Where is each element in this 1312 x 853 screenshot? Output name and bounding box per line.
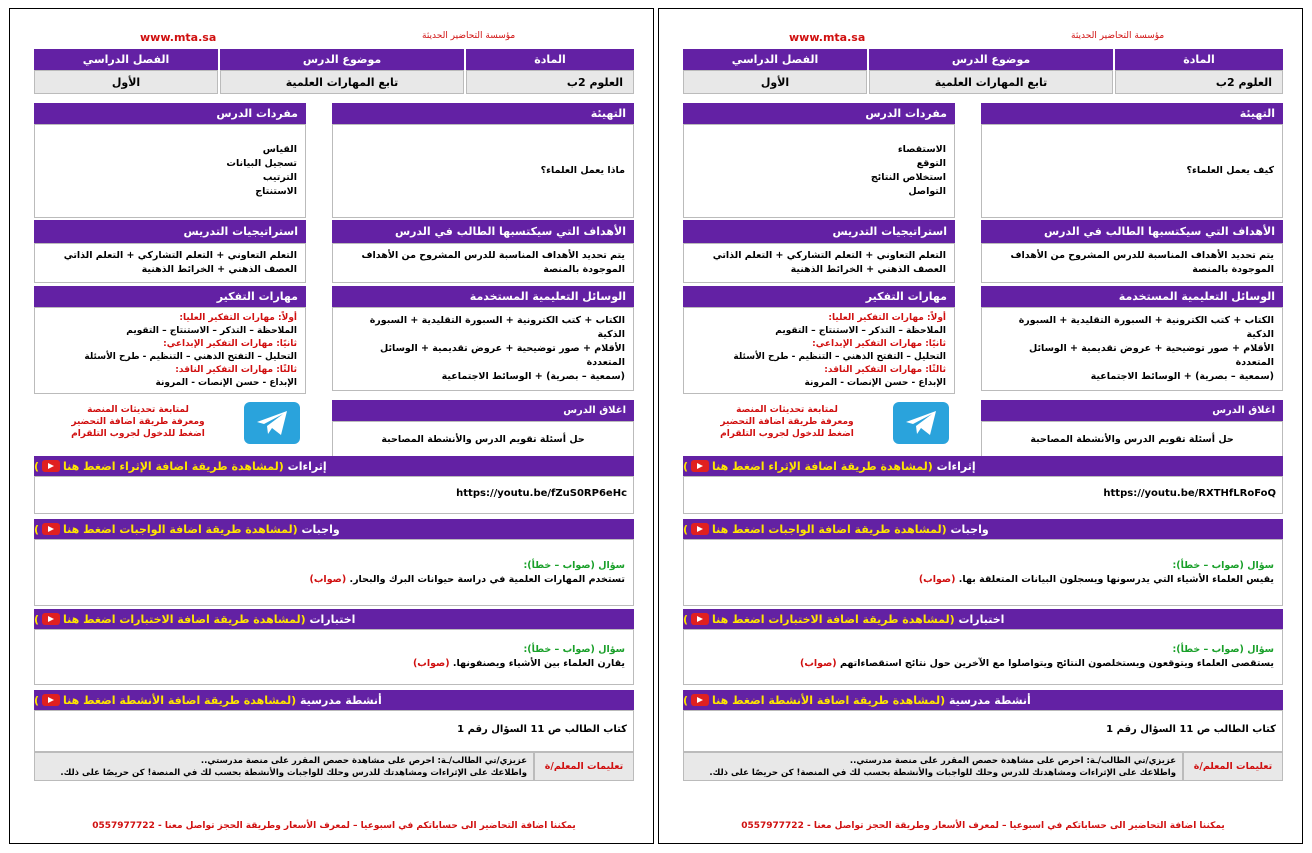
thinking-heading: ثانيًا: مهارات التفكير الإبداعي: bbox=[812, 338, 946, 349]
enrichment-title: إثراءات bbox=[287, 459, 327, 473]
teacher-notes-label-cell bbox=[1183, 752, 1283, 781]
goals-body bbox=[981, 243, 1283, 283]
thinking-header: مهارات التفكير bbox=[34, 286, 306, 307]
homework-link[interactable]: (لمشاهدة طريقة اضافة الواجبات اضغط هنا bbox=[712, 522, 947, 536]
teacher-notes-label: تعليمات المعلم/ة bbox=[1193, 761, 1273, 772]
closing-header: اغلاق الدرس bbox=[981, 400, 1283, 421]
tools-line: (سمعية – بصرية) + الوسائط الاجتماعية bbox=[441, 371, 625, 382]
youtube-icon[interactable] bbox=[42, 523, 60, 535]
strategies-header: استراتيجيات التدريس bbox=[34, 220, 306, 243]
semester-value: الأول bbox=[34, 70, 218, 94]
teacher-notes-label: تعليمات المعلم/ة bbox=[544, 761, 624, 772]
closing-body bbox=[332, 421, 634, 459]
subject-header: المادة bbox=[466, 49, 634, 70]
teacher-notes-line: عزيزي/تي الطالب/ـة: احرص على مشاهدة حصص المقرر على منصة مدرستي.. bbox=[200, 755, 527, 766]
vocab-body bbox=[683, 124, 955, 218]
tools-line: الأقلام + صور توضيحية + عروض تقديمية + الوسائل المتعددة bbox=[1028, 343, 1274, 368]
vocab-item: استخلاص النتائج bbox=[870, 172, 946, 183]
goals-text: يتم تحديد الأهداف المناسبة للدرس المشروح من الأهداف الموجودة بالمنصة bbox=[1010, 250, 1274, 275]
topic-header: موضوع الدرس bbox=[220, 49, 464, 70]
youtube-icon[interactable] bbox=[42, 613, 60, 625]
thinking-body bbox=[683, 307, 955, 394]
footer-contact[interactable]: يمكننا اضافة التحاضير الى حساباتكم في اسبوعيا – لمعرف الأسعار وطريقة الحجز تواصل معنا - 0557977722 bbox=[92, 821, 576, 831]
promo-line: لمتابعة تحديثات المنصة bbox=[736, 405, 838, 415]
closing-header: اغلاق الدرس bbox=[332, 400, 634, 421]
semester-value: الأول bbox=[683, 70, 867, 94]
thinking-text: التحليل – التفتح الذهني – التنظيم - طرح الأسئلة bbox=[733, 351, 946, 362]
thinking-heading: ثالثًا: مهارات التفكير الناقد: bbox=[824, 364, 946, 375]
goals-header: الأهداف التي سيكتسبها الطالب في الدرس bbox=[981, 220, 1283, 243]
promo-line: اضغط للدخول لجروب التلقرام bbox=[720, 429, 854, 439]
promo-line: ومعرفة طريقة اضافة التحضير bbox=[720, 417, 854, 427]
enrichment-url[interactable]: https://youtu.be/fZuS0RP6eHc bbox=[456, 488, 627, 499]
warmup-body bbox=[981, 124, 1283, 218]
youtube-icon[interactable] bbox=[42, 694, 60, 706]
homework-link-close: ) bbox=[683, 522, 689, 536]
vocab-header: مفردات الدرس bbox=[683, 103, 955, 124]
semester-header: الفصل الدراسي bbox=[683, 49, 867, 70]
activities-title: أنشطة مدرسية bbox=[300, 693, 382, 707]
youtube-icon[interactable] bbox=[42, 460, 60, 472]
activity-text: كتاب الطالب ص 11 السؤال رقم 1 bbox=[1106, 724, 1276, 735]
org-name: مؤسسة التحاضير الحديثة bbox=[422, 31, 516, 41]
telegram-icon[interactable] bbox=[244, 402, 300, 444]
tests-link[interactable]: (لمشاهدة طريقة اضافة الاختبارات اضغط هنا bbox=[63, 612, 306, 626]
tests-header bbox=[683, 609, 1283, 629]
enrichment-body bbox=[683, 476, 1283, 514]
activities-link-close: ) bbox=[683, 693, 689, 707]
enrichment-link[interactable]: (لمشاهدة طريقة اضافة الإثراء اضغط هنا bbox=[63, 459, 284, 473]
activities-link[interactable]: (لمشاهدة طريقة اضافة الأنشطة اضغط هنا bbox=[712, 693, 946, 707]
vocab-item: التواصل bbox=[908, 186, 946, 197]
site-url[interactable]: www.mta.sa bbox=[789, 31, 866, 44]
enrichment-body bbox=[34, 476, 634, 514]
topic-value: تابع المهارات العلمية bbox=[869, 70, 1113, 94]
vocab-item: القياس bbox=[262, 144, 297, 155]
teacher-notes-body bbox=[34, 752, 534, 781]
thinking-heading: أولاً: مهارات التفكير العليا: bbox=[828, 312, 946, 323]
homework-question: يقيس العلماء الأشياء التي يدرسونها ويسجلون البيانات المتعلقة بها. (صواب) bbox=[918, 573, 1274, 585]
tools-line: الكتاب + كتب الكترونية + السبورة التقليدية + السبورة الذكية bbox=[369, 315, 625, 340]
closing-text: حل أسئلة تقويم الدرس والأنشطة المصاحبة bbox=[381, 434, 585, 445]
homework-body bbox=[34, 539, 634, 606]
test-question: يستقصى العلماء ويتوقعون ويستخلصون النتائج ويتواصلوا مع الآخرين حول نتائج استقصاءاتهم (صواب) bbox=[800, 658, 1274, 669]
strategies-line: التعلم التعاوني + التعلم التشاركي + التعلم الذاتي bbox=[712, 250, 946, 261]
activities-body bbox=[34, 710, 634, 752]
thinking-header: مهارات التفكير bbox=[683, 286, 955, 307]
goals-header: الأهداف التي سيكتسبها الطالب في الدرس bbox=[332, 220, 634, 243]
warmup-header: التهيئة bbox=[981, 103, 1283, 124]
thinking-text: الإبداع - حسن الإنصات - المرونة bbox=[155, 377, 297, 388]
warmup-question: ماذا يعمل العلماء؟ bbox=[540, 165, 625, 176]
homework-link-close: ) bbox=[34, 522, 40, 536]
teacher-notes-line: واطلاعك على الإثراءات ومشاهدتك للدرس وحلك للواجبات والأنشطة بحسب لك في المنصة! كن حريصًا على ذلك. bbox=[709, 767, 1176, 778]
vocab-item: الاستقصاء bbox=[897, 144, 946, 155]
tests-link-close: ) bbox=[34, 612, 40, 626]
thinking-heading: ثالثًا: مهارات التفكير الناقد: bbox=[175, 364, 297, 375]
enrichment-link[interactable]: (لمشاهدة طريقة اضافة الإثراء اضغط هنا bbox=[712, 459, 933, 473]
youtube-icon[interactable] bbox=[691, 523, 709, 535]
activity-text: كتاب الطالب ص 11 السؤال رقم 1 bbox=[457, 724, 627, 735]
tests-title: اختبارات bbox=[309, 612, 356, 626]
vocab-header: مفردات الدرس bbox=[34, 103, 306, 124]
homework-header bbox=[683, 519, 1283, 539]
promo-line: لمتابعة تحديثات المنصة bbox=[87, 405, 189, 415]
tools-body bbox=[332, 307, 634, 391]
promo-line: ومعرفة طريقة اضافة التحضير bbox=[71, 417, 205, 427]
thinking-text: الإبداع - حسن الإنصات - المرونة bbox=[804, 377, 946, 388]
tools-line: الكتاب + كتب الكترونية + السبورة التقليدية + السبورة الذكية bbox=[1018, 315, 1274, 340]
homework-title: واجبات bbox=[950, 522, 989, 536]
enrichment-title: إثراءات bbox=[936, 459, 976, 473]
lesson-sheet-2 bbox=[9, 8, 654, 844]
enrichment-header bbox=[34, 456, 634, 476]
promo-line: اضغط للدخول لجروب التلقرام bbox=[71, 429, 205, 439]
vocab-item: الاستنتاج bbox=[255, 186, 297, 197]
homework-header bbox=[34, 519, 634, 539]
subject-header: المادة bbox=[1115, 49, 1283, 70]
lesson-sheet-1 bbox=[658, 8, 1303, 844]
strategies-body bbox=[683, 243, 955, 283]
semester-header: الفصل الدراسي bbox=[34, 49, 218, 70]
telegram-promo[interactable] bbox=[68, 404, 208, 440]
youtube-icon[interactable] bbox=[691, 613, 709, 625]
teacher-notes-line: واطلاعك على الإثراءات ومشاهدتك للدرس وحلك للواجبات والأنشطة بحسب لك في المنصة! كن حريصًا على ذلك. bbox=[60, 767, 527, 778]
tools-line: الأقلام + صور توضيحية + عروض تقديمية + الوسائل المتعددة bbox=[379, 343, 625, 368]
question-type: سؤال (صواب – خطأ): bbox=[1172, 644, 1274, 655]
thinking-text: التحليل – التفتح الذهني – التنظيم - طرح الأسئلة bbox=[84, 351, 297, 362]
subject-value: العلوم 2ب bbox=[466, 70, 634, 94]
tools-line: (سمعية – بصرية) + الوسائط الاجتماعية bbox=[1090, 371, 1274, 382]
homework-link[interactable]: (لمشاهدة طريقة اضافة الواجبات اضغط هنا bbox=[63, 522, 298, 536]
enrichment-header bbox=[683, 456, 1283, 476]
tools-body bbox=[981, 307, 1283, 391]
teacher-notes-label-cell bbox=[534, 752, 634, 781]
teacher-notes-line: عزيزي/تي الطالب/ـة: احرص على مشاهدة حصص المقرر على منصة مدرستي.. bbox=[849, 755, 1176, 766]
youtube-icon[interactable] bbox=[691, 694, 709, 706]
vocab-body bbox=[34, 124, 306, 218]
question-type: سؤال (صواب – خطأ): bbox=[523, 644, 625, 655]
enrichment-url[interactable]: https://youtu.be/RXTHfLRoFoQ bbox=[1103, 488, 1276, 499]
warmup-body bbox=[332, 124, 634, 218]
strategies-line: العصف الذهني + الخرائط الذهنية bbox=[141, 264, 297, 275]
test-question: يقارن العلماء بين الأشياء ويصنفونها. (صواب) bbox=[412, 658, 625, 669]
tests-link[interactable]: (لمشاهدة طريقة اضافة الاختبارات اضغط هنا bbox=[712, 612, 955, 626]
warmup-header: التهيئة bbox=[332, 103, 634, 124]
vocab-item: الترتيب bbox=[262, 172, 297, 183]
enrichment-link-close: ) bbox=[683, 459, 689, 473]
thinking-text: الملاحظة – التذكر – الاستنتاج – التقويم bbox=[775, 325, 946, 336]
tools-header: الوسائل التعليمية المستخدمة bbox=[981, 286, 1283, 307]
closing-body bbox=[981, 421, 1283, 459]
question-type: سؤال (صواب – خطأ): bbox=[1172, 559, 1274, 571]
goals-body bbox=[332, 243, 634, 283]
youtube-icon[interactable] bbox=[691, 460, 709, 472]
tests-header bbox=[34, 609, 634, 629]
warmup-question: كيف يعمل العلماء؟ bbox=[1186, 165, 1274, 176]
tests-link-close: ) bbox=[683, 612, 689, 626]
activities-title: أنشطة مدرسية bbox=[949, 693, 1031, 707]
telegram-icon[interactable] bbox=[893, 402, 949, 444]
topic-value: تابع المهارات العلمية bbox=[220, 70, 464, 94]
subject-value: العلوم 2ب bbox=[1115, 70, 1283, 94]
thinking-text: الملاحظة – التذكر – الاستنتاج – التقويم bbox=[126, 325, 297, 336]
enrichment-link-close: ) bbox=[34, 459, 40, 473]
thinking-body bbox=[34, 307, 306, 394]
org-name: مؤسسة التحاضير الحديثة bbox=[1071, 31, 1165, 41]
tests-body bbox=[34, 629, 634, 685]
thinking-heading: ثانيًا: مهارات التفكير الإبداعي: bbox=[163, 338, 297, 349]
vocab-item: التوقع bbox=[916, 158, 946, 169]
homework-title: واجبات bbox=[301, 522, 340, 536]
goals-text: يتم تحديد الأهداف المناسبة للدرس المشروح من الأهداف الموجودة بالمنصة bbox=[361, 250, 625, 275]
tools-header: الوسائل التعليمية المستخدمة bbox=[332, 286, 634, 307]
strategies-header: استراتيجيات التدريس bbox=[683, 220, 955, 243]
teacher-notes-body bbox=[683, 752, 1183, 781]
question-type: سؤال (صواب – خطأ): bbox=[523, 559, 625, 571]
strategies-body bbox=[34, 243, 306, 283]
footer-contact[interactable]: يمكننا اضافة التحاضير الى حساباتكم في اسبوعيا – لمعرف الأسعار وطريقة الحجز تواصل معنا - 0557977722 bbox=[741, 821, 1225, 831]
tests-body bbox=[683, 629, 1283, 685]
closing-text: حل أسئلة تقويم الدرس والأنشطة المصاحبة bbox=[1030, 434, 1234, 445]
activities-header bbox=[34, 690, 634, 710]
activities-link-close: ) bbox=[34, 693, 40, 707]
homework-question: تستخدم المهارات العلمية في دراسة حيوانات البرك والبحار. (صواب) bbox=[309, 573, 625, 585]
homework-body bbox=[683, 539, 1283, 606]
activities-header bbox=[683, 690, 1283, 710]
activities-body bbox=[683, 710, 1283, 752]
strategies-line: العصف الذهني + الخرائط الذهنية bbox=[790, 264, 946, 275]
topic-header: موضوع الدرس bbox=[869, 49, 1113, 70]
site-url[interactable]: www.mta.sa bbox=[140, 31, 217, 44]
strategies-line: التعلم التعاوني + التعلم التشاركي + التعلم الذاتي bbox=[63, 250, 297, 261]
vocab-item: تسجيل البيانات bbox=[226, 158, 297, 169]
telegram-promo[interactable] bbox=[717, 404, 857, 440]
activities-link[interactable]: (لمشاهدة طريقة اضافة الأنشطة اضغط هنا bbox=[63, 693, 297, 707]
thinking-heading: أولاً: مهارات التفكير العليا: bbox=[179, 312, 297, 323]
tests-title: اختبارات bbox=[958, 612, 1005, 626]
